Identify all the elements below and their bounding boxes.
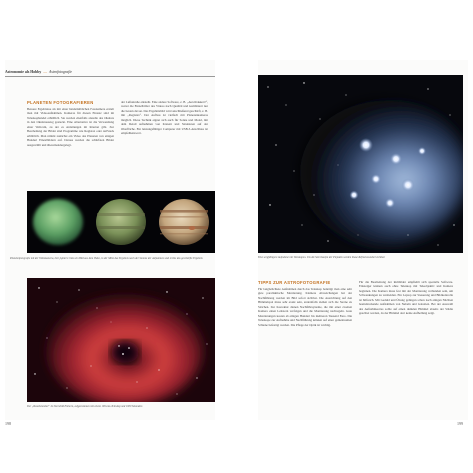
jupiter-sharpened-frame <box>159 199 209 245</box>
running-head-section: Astrofotografie <box>49 70 73 74</box>
header-rule <box>5 76 215 77</box>
right-page <box>258 60 468 426</box>
pleiades-caption: Eine sorgfältigere Aufnahme mit Teleskopen. Um die Sternhaufen der Plejaden werden blaue Reflexionsnebel sichtbar <box>258 256 386 259</box>
jupiter-stacked-frame <box>96 199 146 245</box>
nebula-core <box>111 341 139 363</box>
page-number-right: 199 <box>457 421 463 426</box>
rosette-caption: Der „Rosettennebel“ im Sternbild Einhorn, aufgenommen mit einem 100-mm-Teleskop und 1000 Sekunden <box>27 405 143 408</box>
page-number-left: 198 <box>5 421 11 426</box>
jupiter-triptych-image <box>27 191 215 253</box>
jupiter-caption: Planetenfotografie mit der Videokamera, hier jupiters: links ein Bild aus dem Video, in der Mitte das Ergebnis nach der Summe der Aufnahmen und rechts das geschärfte Ergebnis <box>10 257 203 260</box>
body-column-2: der Luftunruhe entsteht. Eine andere Software, z. B. „AutoStakkert!“, wertet die Einzelbilder des Videos nach Qualität und kombiniert nur die besten davon. Das Ergebnisbild wird anschließend geschärft, z. B. mit „Registax“. Der Aufbau ist vielfach mit Planetenkameras möglich. Diese Technik eignet sich auch für Sonne und Mond, mit dem Detail aufnahmen von Kratern und Strukturen auf der Oberfläche. Ein leistungsfähiger Computer mit USB-3-Anschluss ist empfehlenswert. <box>121 100 208 136</box>
section-heading: PLANETEN FOTOGRAFIEREN <box>27 100 94 105</box>
tips-column-2: Für die Bearbeitung der Rohbilder empfiehlt sich spezielle Software. Einsteiger können auch ohne Teleskop mit Teleobjektiv und Kamera beginnen. Die Kamera muss fest mit der Montierung verbunden sein, um Schwankungen zu vermeiden. Ein Laptop zur Steuerung und Bildkontrolle ist hilfreich. Mit Geduld und Übung gelingen schon nach einigen Nächten beeindruckende Aufnahmen von Nebeln und Galaxien. Bei der Auswahl des Aufnahmeortes sollte auf einen dunklen Himmel abseits der Städte geachtet werden, da der Himmel dort keine Aufhellung zeigt. <box>359 280 453 316</box>
left-page <box>5 60 215 426</box>
jupiter-triptych-photo <box>27 191 215 253</box>
jupiter-raw-frame <box>33 199 83 245</box>
running-head-title: Astronomie als Hobby <box>5 70 42 74</box>
running-head <box>5 70 72 74</box>
rosette-nebula-image <box>27 278 215 402</box>
reflection-nebula <box>300 101 463 245</box>
tips-column-1: Für langbelichtete Aufnahmen durch das Teleskop benötigt man eine sehr gute parallaktische Montierung. Kleinere Abweichungen bei der Nachführung werden im Bild sofort sichtbar. Die Ausrichtung auf den Himmelspol muss sehr exakt sein, andernfalls ziehen sich die Sterne zu Strichen. Zur Korrektur dienen Nachführsysteme, die mit einer zweiten Kamera einen Leitstern verfolgen und die Montierung nachregeln. Gute Montierungen kosten ab einigen Hundert bis mehreren Tausend Euro. Die Teleskope zur Aufnahme und Nachführung können auf einer gemeinsamen Schiene befestigt werden. Die Pflege der Optik ist wichtig. <box>258 287 352 327</box>
great-red-spot <box>189 226 196 230</box>
section-heading-tips: TIPPS ZUR ASTROFOTOGRAFIE <box>258 280 331 285</box>
rosette-nebula-photo <box>27 278 215 402</box>
body-column-1: Bessere Ergebnisse als mit einer handelsüblichen Fotokamera erzielt man mit Videoaufnahmen. Kameras für diesen Einsatz sind im Teleskophandel erhältlich. Sie werden ebenfalls anstelle des Okulars in den Okularauszug gesteckt. Eine Alternative ist die Verwendung einer Webcam, zu der es Anleitungen im Internet gibt. Zur Bearbeitung der Bilder sind Programme wie Registax oder AviStack erhältlich. Man nimmt zunächst ein Video des Planeten von einigen Hundert Einzelbildern auf. Daraus werden die schärfsten Bilder ausgewählt und übereinandergelegt. <box>27 107 114 147</box>
pleiades-image <box>258 75 463 253</box>
pleiades-photo <box>258 75 463 253</box>
running-head-separator: — <box>43 70 48 74</box>
